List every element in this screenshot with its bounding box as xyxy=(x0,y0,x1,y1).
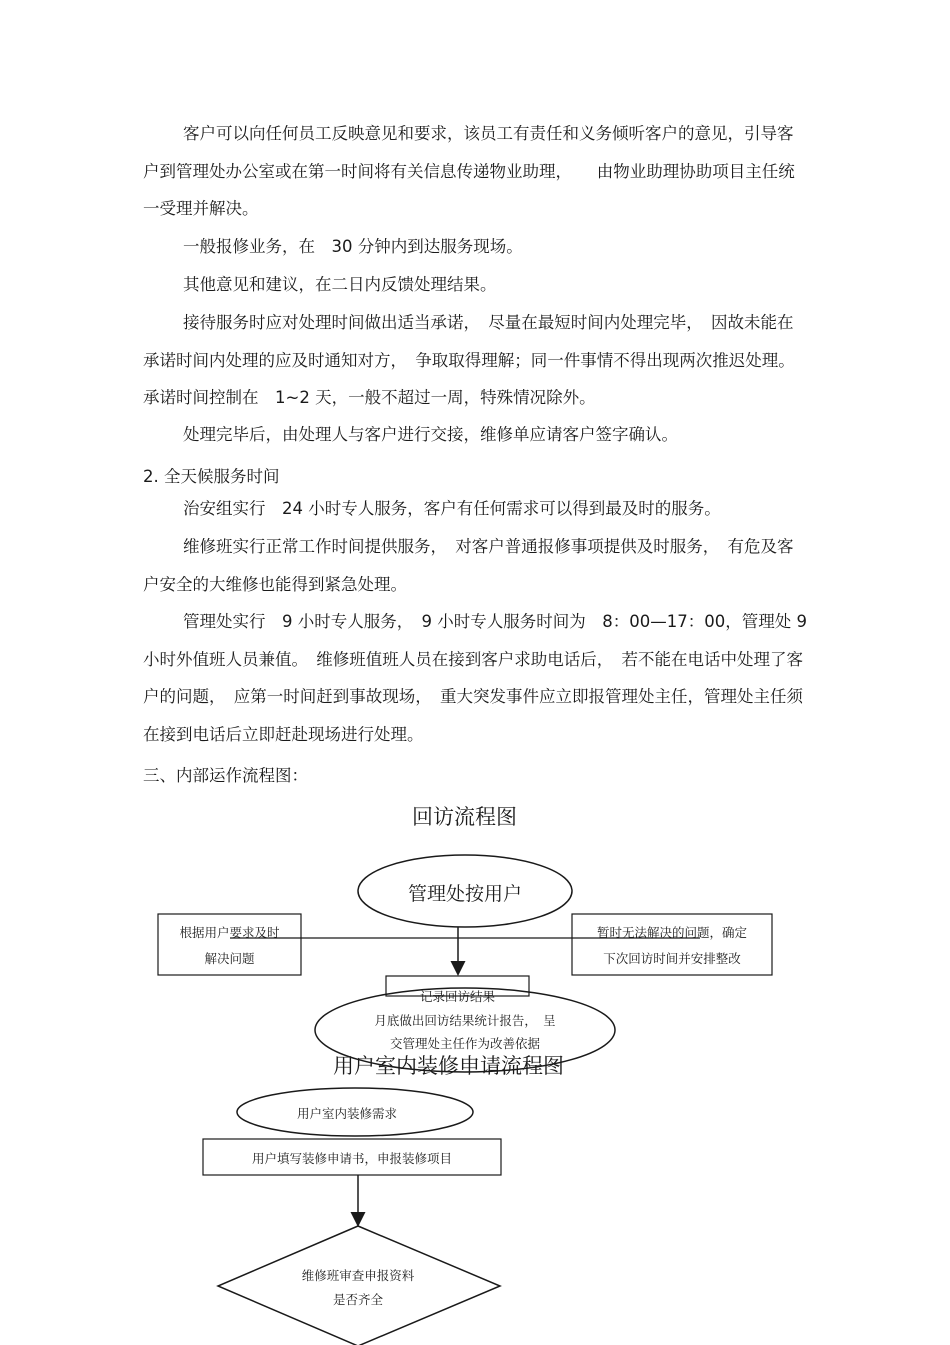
chart2-decision-label-2: 是否齐全 xyxy=(332,1292,383,1307)
chart1-record-label: 记录回访结果 xyxy=(419,989,495,1004)
paragraph-maintenance-hours: 维修班实行正常工作时间提供服务， 对客户普通报修事项提供及时服务， 有危及客户安全的大维修也能得到紧急处理。 xyxy=(143,537,794,594)
paragraph-repair-time: 一般报修业务，在 30 分钟内到达服务现场。 xyxy=(183,237,523,256)
paragraph-handover: 处理完毕后，由处理人与客户进行交接，维修单应请客户签字确认。 xyxy=(183,425,678,444)
paragraph-feedback: 客户可以向任何员工反映意见和要求，该员工有责任和义务倾听客户的意见，引导客户到管理处办公室或在第一时间将有关信息传递物业助理， 由物业助理协助项目主任统一受理并解决。 xyxy=(143,124,795,218)
chart2-title: 用户室内装修申请流程图 xyxy=(333,1054,564,1078)
chart1-title: 回访流程图 xyxy=(412,805,517,829)
chart1-right-label-2: 下次回访时间并安排整改 xyxy=(603,951,741,966)
chart2-start-label: 用户室内装修需求 xyxy=(296,1106,397,1121)
section-heading-service-time: 2. 全天候服务时间 xyxy=(143,467,280,486)
paragraph-suggestions: 其他意见和建议，在二日内反馈处理结果。 xyxy=(183,275,497,294)
chart1-end-label-2: 交管理处主任作为改善依据 xyxy=(389,1036,540,1051)
paragraph-commitment: 接待服务时应对处理时间做出适当承诺， 尽量在最短时间内处理完毕， 因故未能在承诺时间内处理的应及时通知对方， 争取取得理解；同一件事情不得出现两次推迟处理。承诺时间控制在 1~2 天，一般不超过一周，特殊情况除外。 xyxy=(143,313,795,407)
paragraph-office-hours: 管理处实行 9 小时专人服务， 9 小时专人服务时间为 8：00—17：00，管理处 9 小时外值班人员兼值。 维修班值班人员在接到客户求助电话后， 若不能在电话中处理了客户的问题， 应第一时间赶到事故现场， 重大突发事件应立即报管理处主任，管理处主任须在接到电话后立即赶赴现场进行处理。 xyxy=(143,612,807,744)
chart1-end-label-1: 月底做出回访结果统计报告， 呈 xyxy=(374,1013,556,1028)
chart1-start-label: 管理处按用户 xyxy=(407,883,522,905)
chart1-left-label-1: 根据用户要求及时 xyxy=(179,925,280,940)
paragraph-security-24h: 治安组实行 24 小时专人服务，客户有任何需求可以得到最及时的服务。 xyxy=(183,499,721,518)
chart1-left-label-2: 解决问题 xyxy=(204,951,255,966)
chart1-right-label-1: 暂时无法解决的问题，确定 xyxy=(596,925,747,940)
chart2-step1-label: 用户填写装修申请书，申报装修项目 xyxy=(251,1151,452,1166)
section-heading-flowcharts: 三、内部运作流程图： xyxy=(143,766,308,785)
chart2-decision-label-1: 维修班审查申报资料 xyxy=(301,1268,415,1283)
chart2-decision-diamond xyxy=(218,1226,500,1345)
